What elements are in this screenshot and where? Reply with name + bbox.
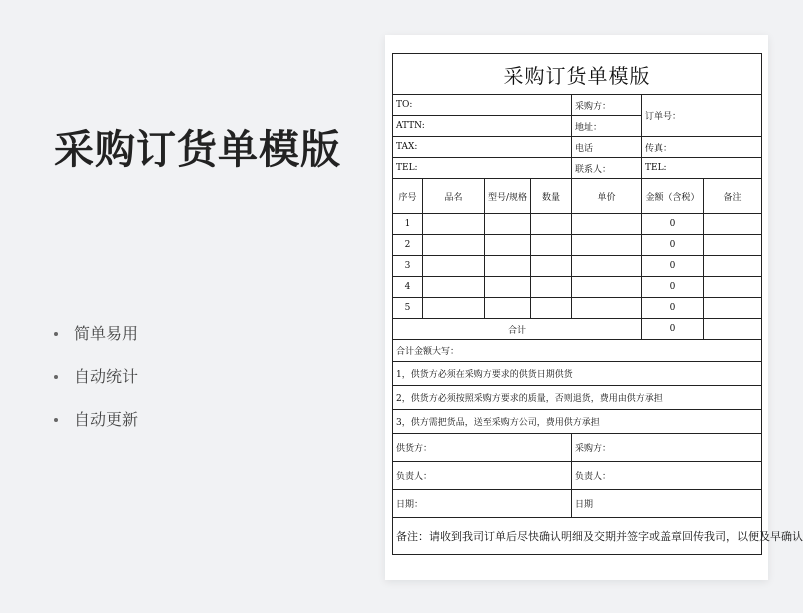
remark-note: 备注：请收到我司订单后尽快确认明细及交期并签字或盖章回传我司，以便及早确认 — [393, 518, 762, 555]
feature-item — [54, 355, 138, 398]
bullet-icon — [54, 332, 58, 336]
row-number: 2 — [393, 235, 423, 256]
row-number: 4 — [393, 277, 423, 298]
purchaser-sign: 采购方： — [572, 434, 762, 462]
terms-note: 3，供方需把货品，送至采购方公司，费用供方承担 — [393, 410, 762, 434]
order-form-preview — [385, 35, 803, 580]
row-number: 3 — [393, 256, 423, 277]
table-row — [393, 214, 762, 235]
terms-note: 2，供货方必须按照采购方要求的质量，否则退货，费用由供方承担 — [393, 386, 762, 410]
column-header: 型号/规格 — [485, 179, 531, 214]
row-amount: 0 — [642, 235, 704, 256]
phone-field: 电话 — [572, 137, 642, 158]
table-header — [393, 179, 762, 214]
feature-label: 自动更新 — [74, 409, 139, 429]
contact-field: 联系人： — [572, 158, 642, 179]
row-number: 1 — [393, 214, 423, 235]
attn-field: ATTN: — [393, 116, 572, 137]
total-label: 合计 — [393, 319, 642, 340]
feature-list — [54, 312, 138, 441]
supplier-owner: 负责人： — [393, 462, 572, 490]
form-title: 采购订货单模版 — [393, 54, 762, 95]
tel-field: TEL: — [393, 158, 572, 179]
feature-label: 自动统计 — [74, 366, 139, 386]
order-number-field: 订单号： — [642, 95, 762, 137]
tel2-field: TEL: — [642, 158, 762, 179]
order-form-table — [392, 53, 803, 555]
row-number: 5 — [393, 298, 423, 319]
total-words-field: 合计金额大写： — [393, 340, 762, 362]
row-amount: 0 — [642, 214, 704, 235]
table-row — [393, 235, 762, 256]
hero-title: 采购订货单模版 — [54, 127, 341, 173]
bullet-icon — [54, 375, 58, 379]
total-row — [393, 319, 762, 340]
supplier-sign: 供货方： — [393, 434, 572, 462]
column-header: 金额（含税） — [642, 179, 704, 214]
column-header: 品名 — [423, 179, 485, 214]
total-amount: 0 — [642, 319, 704, 340]
purchaser-date: 日期 — [572, 490, 762, 518]
purchaser-field: 采购方： — [572, 95, 642, 116]
tax-field: TAX: — [393, 137, 572, 158]
terms-note: 1，供货方必须在采购方要求的供货日期供货 — [393, 362, 762, 386]
column-header: 备注 — [704, 179, 762, 214]
bullet-icon — [54, 418, 58, 422]
fax-field: 传真： — [642, 137, 762, 158]
supplier-date: 日期： — [393, 490, 572, 518]
column-header: 序号 — [393, 179, 423, 214]
feature-item — [54, 398, 138, 441]
row-amount: 0 — [642, 298, 704, 319]
column-header: 单价 — [572, 179, 642, 214]
feature-label: 简单易用 — [74, 323, 139, 343]
table-row — [393, 277, 762, 298]
table-row — [393, 298, 762, 319]
address-field: 地址： — [572, 116, 642, 137]
row-amount: 0 — [642, 256, 704, 277]
row-amount: 0 — [642, 277, 704, 298]
purchaser-owner: 负责人： — [572, 462, 762, 490]
to-field: TO: — [393, 95, 572, 116]
column-header: 数量 — [531, 179, 572, 214]
table-row — [393, 256, 762, 277]
feature-item — [54, 312, 138, 355]
